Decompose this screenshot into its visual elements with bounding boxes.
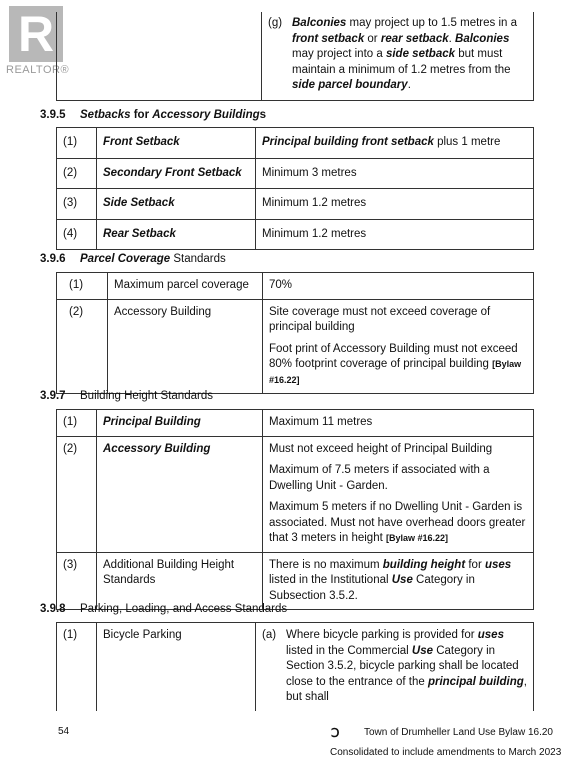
table-row <box>57 189 534 220</box>
parcel-coverage-table <box>56 272 534 394</box>
parking-text: Where bicycle parking is provided for uses listed in the Commercial Use Category in Section 3.5.2, bicycle parking shall be located close to the entrance of the principal building, but shall <box>286 629 527 704</box>
sub-label: (a) <box>262 629 277 641</box>
section-number: 3.9.7 <box>40 390 66 402</box>
bylaw-reference: [Bylaw #16.22] <box>385 533 449 544</box>
row-value: Minimum 1.2 metres <box>256 189 534 220</box>
section-title: Setbacks for Accessory Buildings <box>80 109 267 121</box>
row-number: (1) <box>57 273 108 300</box>
realtor-logo-text: REALTOR® <box>6 64 70 76</box>
row-key: Bicycle Parking <box>97 623 256 711</box>
balconies-table <box>56 12 534 101</box>
section-3-9-5-heading <box>40 108 266 124</box>
setbacks-table <box>56 127 534 250</box>
coverage-text-1: Site coverage must not exceed coverage of principal building <box>269 305 491 334</box>
table-row <box>57 436 534 552</box>
row-key: Front Setback <box>97 128 256 159</box>
row-value: There is no maximum building height for uses listed in the Institutional Use Category in Subsection 3.5.2. <box>263 552 534 610</box>
table-row <box>57 273 534 300</box>
table-row <box>57 410 534 437</box>
section-number: 3.9.6 <box>40 253 66 265</box>
row-key: Maximum parcel coverage <box>108 273 263 300</box>
balconies-cell <box>262 12 534 100</box>
row-key: Additional Building Height Standards <box>97 552 263 610</box>
row-value <box>263 436 534 552</box>
row-value: Minimum 3 metres <box>256 158 534 189</box>
balconies-text: Balconies may project up to 1.5 metres in a front setback or rear setback. Balconies may project into a side setback but must maintain a minimum of 1.2 metres from the side parcel boundary. <box>292 17 517 92</box>
row-value <box>263 299 534 394</box>
section-title: Parcel Coverage Standards <box>80 253 226 265</box>
row-value: Principal building front setback plus 1 metre <box>256 128 534 159</box>
row-key: Side Setback <box>97 189 256 220</box>
row-key: Principal Building <box>97 410 263 437</box>
table-row <box>57 158 534 189</box>
row-key: Accessory Building <box>108 299 263 394</box>
row-number: (2) <box>57 158 97 189</box>
balconies-empty-cell <box>57 12 262 100</box>
row-key: Rear Setback <box>97 219 256 250</box>
section-title: Building Height Standards <box>80 390 213 402</box>
section-3-9-6-heading <box>40 252 226 268</box>
bylaw-reference: [Bylaw #16.22] <box>269 359 522 385</box>
section-3-9-7-heading <box>40 389 213 405</box>
bylaw-title: Town of Drumheller Land Use Bylaw 16.20 <box>364 727 553 738</box>
town-logo-icon: Ↄ <box>331 726 340 740</box>
table-row <box>57 128 534 159</box>
row-value: Maximum 11 metres <box>263 410 534 437</box>
row-number: (3) <box>57 552 97 610</box>
section-number: 3.9.5 <box>40 109 66 121</box>
section-3-9-8-heading <box>40 602 287 618</box>
row-value <box>256 623 534 711</box>
row-key: Accessory Building <box>97 436 263 552</box>
row-number: (2) <box>57 436 97 552</box>
section-title: Parking, Loading, and Access Standards <box>80 603 288 615</box>
row-number: (1) <box>57 410 97 437</box>
coverage-text-2: Foot print of Accessory Building must not exceed 80% footprint coverage of principal building [Bylaw #16.22] <box>269 342 522 385</box>
parking-table <box>56 622 534 711</box>
building-height-table <box>56 409 534 610</box>
height-text-1: Must not exceed height of Principal Building <box>269 442 493 455</box>
realtor-logo-icon <box>9 6 63 62</box>
section-number: 3.9.8 <box>40 603 66 615</box>
page-number: 54 <box>58 726 70 737</box>
height-text-3: Maximum 5 meters if no Dwelling Unit - Garden is associated. Must not have overhead doors greater that 3 meters in height [Bylaw #16.22] <box>269 501 526 545</box>
row-number: (3) <box>57 189 97 220</box>
table-row <box>57 299 534 394</box>
height-text-2: Maximum of 7.5 meters if associated with a Dwelling Unit - Garden. <box>269 464 490 492</box>
table-row <box>57 219 534 250</box>
table-row <box>57 623 534 711</box>
balconies-label: (g) <box>268 17 283 29</box>
row-number: (1) <box>57 623 97 711</box>
realtor-logo-letter: R <box>17 6 55 62</box>
row-value: Minimum 1.2 metres <box>256 219 534 250</box>
row-key: Secondary Front Setback <box>97 158 256 189</box>
row-value: 70% <box>263 273 534 300</box>
row-number: (4) <box>57 219 97 250</box>
consolidated-note: Consolidated to include amendments to March 2023 <box>330 747 562 758</box>
row-number: (1) <box>57 128 97 159</box>
row-number: (2) <box>57 299 108 394</box>
